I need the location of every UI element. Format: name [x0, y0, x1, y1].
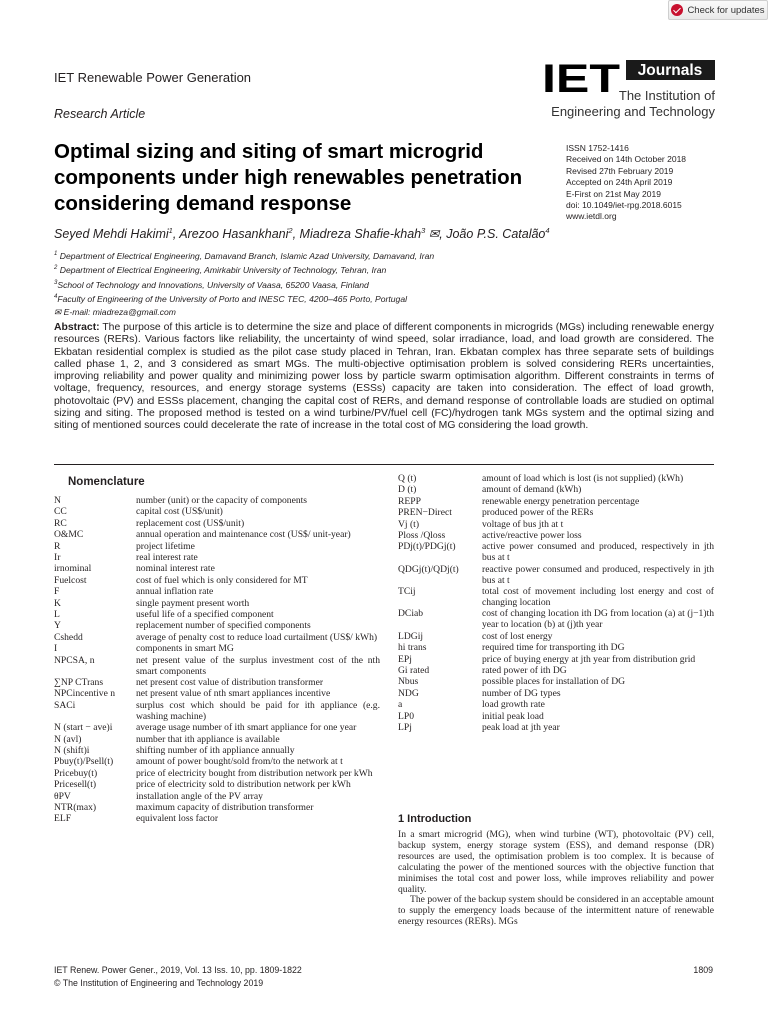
affiliation: $^1$ Department of Electrical Engineering, Damavand Branch, Islamic Azad University, Damavand, Iran: [54, 250, 435, 261]
iet-logo: [542, 58, 717, 122]
nomenclature-symbol: ∑NP CTrans: [54, 677, 104, 688]
nomenclature-row: [54, 621, 380, 632]
nomenclature-row: [54, 542, 380, 553]
nomenclature-row: [54, 780, 380, 791]
nomenclature-row: [398, 565, 714, 587]
nomenclature-definition: equivalent loss factor: [136, 813, 219, 825]
doi[interactable]: doi: 10.1049/iet-rpg.2018.6015: [566, 200, 682, 211]
nomenclature-symbol: K: [54, 597, 61, 609]
nomenclature-definition: renewable energy penetration percentage: [482, 495, 640, 507]
nomenclature-definition: required time for transporting ith DG: [482, 642, 625, 654]
nomenclature-definition: cost of changing location ith DG from location (a) at (j−1)th year to location (b) at (j)th year: [482, 608, 714, 631]
nomenclature-definition: number of DG types: [482, 687, 561, 699]
nomenclature-symbol: N (shift)i: [54, 744, 90, 756]
author-sup: 3: [421, 226, 426, 235]
nomenclature-row: [398, 474, 714, 485]
nomenclature-symbol: I: [54, 643, 58, 655]
nomenclature-definition: net present value of nth smart appliances incentive: [136, 688, 331, 700]
nomenclature-row: [54, 723, 380, 734]
nomenclature-definition: annual operation and maintenance cost (US$/ unit-year): [136, 529, 351, 541]
check-icon: [671, 4, 683, 16]
footer-citation: IET Renew. Power Gener., 2019, Vol. 13 Iss. 10, pp. 1809-1822: [54, 965, 302, 975]
nomenclature-row: [54, 814, 380, 825]
nomenclature-row: [54, 644, 380, 655]
affiliation: $^2$ Department of Electrical Engineering, Amirkabir University of Technology, Tehran, Iran: [54, 265, 387, 276]
nomenclature-definition: average usage number of ith smart appliance for one year: [136, 722, 357, 734]
nomenclature-symbol: Cshedd: [54, 631, 83, 643]
nomenclature-row: [54, 507, 380, 518]
author-sup: 2: [288, 226, 293, 235]
nomenclature-row: [398, 723, 714, 734]
author-sup: 1: [168, 226, 173, 235]
nomenclature-symbol: RC: [54, 517, 67, 529]
nomenclature-definition: components in smart MG: [136, 643, 234, 655]
nomenclature-row: [54, 678, 380, 689]
nomenclature-definition: cost of fuel which is only considered for MT: [136, 574, 308, 586]
nomenclature-definition: price of electricity bought from distribution network per kWh: [136, 767, 373, 779]
abstract: [54, 322, 714, 432]
affiliations: [54, 248, 434, 318]
nomenclature-definition: maximum capacity of distribution transformer: [136, 801, 314, 813]
nomenclature-definition: number that ith appliance is available: [136, 733, 280, 745]
envelope-icon: ✉: [54, 306, 62, 317]
nomenclature-symbol: QDGj(t)/QDj(t): [398, 563, 459, 575]
envelope-icon: ✉: [428, 227, 440, 242]
nomenclature-row: [54, 656, 380, 678]
nomenclature-row: [398, 508, 714, 519]
nomenclature-definition: project lifetime: [136, 540, 195, 552]
nomenclature-symbol: Pbuy(t)/Psell(t): [54, 756, 114, 768]
issn: ISSN 1752-1416: [566, 143, 629, 153]
nomenclature-symbol: Nbus: [398, 676, 419, 688]
nomenclature-symbol: N: [54, 495, 61, 506]
nomenclature-definition: reactive power consumed and produced, respectively in jth bus at t: [482, 563, 714, 586]
nomenclature-row: [54, 803, 380, 814]
nomenclature-definition: shifting number of ith appliance annually: [136, 744, 295, 756]
nomenclature-symbol: Pricebuy(t): [54, 767, 98, 779]
nomenclature-definition: replacement number of specified components: [136, 620, 311, 632]
article-type: Research Article: [54, 107, 146, 121]
journal-name: IET Renewable Power Generation: [54, 70, 252, 85]
nomenclature-symbol: Q (t): [398, 473, 417, 484]
nomenclature-definition: average of penalty cost to reduce load curtailment (US$/ kWh): [136, 631, 378, 643]
abstract-text: The purpose of this article is to determine the size and place of different components in microgrids (MGs) including renewable energy resources (RERs). Various factors like reliability, the uncertainty of wind speed, solar irradiance, load, and load growth are considered. The Ekbatan residential complex is studied as the pilot case study placed in Tehran, Iran. Ekbatan complex has three separate sets of buildings called phase 1, 2, and 3 considered as smart MGs. The multi-objective optimisation problem is solved considering RERs uncertainties, improving reliability and power quality and minimizing power loss by particle swarm optimisation algorithm. Different constraints in terms of voltage, frequency, resources, and energy storage systems (ESSs) capacity are taken into consideration. The effect of load growth, photovoltaic (PV) and ESSs placement, changing the capital cost of RERs, and demand response of controllable loads are studied on optimal sizing and siting. The proposed method is tested on a wind turbine/PV/fuel cell (FC)/hydrogen tank MGs system and the optimal sizing and siting of mentioned sources could decelerate the rate of increase in the total cost of MG considering the load growth.: [54, 322, 714, 431]
logo-line1: The Institution of: [618, 88, 715, 103]
revised-date: Revised 27th February 2019: [566, 165, 674, 176]
nomenclature-symbol: CC: [54, 506, 67, 518]
nomenclature-definition: annual inflation rate: [136, 586, 214, 598]
section-divider: [54, 464, 714, 465]
nomenclature-definition: load growth rate: [482, 699, 545, 711]
nomenclature-definition: total cost of movement including lost energy and cost of changing location: [482, 586, 714, 608]
nomenclature-symbol: Ir: [54, 552, 61, 564]
nomenclature-symbol: L: [54, 609, 60, 621]
nomenclature-row: [54, 746, 380, 757]
nomenclature-row: [54, 735, 380, 746]
nomenclature-symbol: Fuelcost: [54, 574, 87, 586]
nomenclature-definition: real interest rate: [136, 552, 198, 564]
nomenclature-definition: amount of power bought/sold from/to the network at t: [136, 756, 343, 768]
footer-copyright: © The Institution of Engineering and Technology 2019: [54, 978, 264, 988]
nomenclature-row: [54, 610, 380, 621]
author-name: Seyed Mehdi Hakimi: [54, 227, 169, 242]
nomenclature-row: [54, 587, 380, 598]
nomenclature-symbol: Pricesell(t): [54, 779, 97, 791]
author-list: Seyed Mehdi Hakimi$^1$, Arezoo Hasankhani$^2$, Miadreza Shafie-khah$^3$ ✉, João P.S. Catalão$^4$: [54, 226, 550, 242]
nomenclature-row: [54, 633, 380, 644]
affiliation: $^4$Faculty of Engineering of the University of Porto and INESC TEC, 4200–465 Porto, Portugal: [54, 294, 408, 305]
nomenclature-definition: rated power of ith DG: [482, 664, 567, 676]
nomenclature-symbol: R: [54, 540, 61, 552]
abstract-label: Abstract:: [54, 322, 100, 333]
logo-line2: Engineering and Technology: [551, 104, 715, 119]
nomenclature-definition: produced power of the RERs: [482, 507, 594, 519]
email-line: [54, 306, 434, 319]
nomenclature-symbol: a: [398, 699, 403, 711]
nomenclature-definition: possible places for installation of DG: [482, 676, 626, 688]
logo-tag: Journals: [637, 62, 703, 79]
nomenclature-symbol: PDj(t)/PDGj(t): [398, 541, 456, 553]
check-for-updates-label: Check for updates: [687, 4, 765, 16]
nomenclature-definition: amount of load which is lost (is not supplied) (kWh): [482, 473, 684, 484]
paragraph: In a smart microgrid (MG), when wind turbine (WT), photovoltaic (PV) cell, backup system, energy storage system (ESS), and demand response (DR) resources are used, the optimisation problem is too complex. It is because of calculating the power of the mentioned sources with the objective function that minimises the total cost and power loss, while improves reliability and power quality.: [398, 829, 714, 895]
author-name: Miadreza Shafie-khah: [299, 227, 422, 242]
accepted-date: Accepted on 24th April 2019: [566, 177, 673, 188]
nomenclature-title: Nomenclature: [68, 476, 145, 488]
nomenclature-row: [398, 632, 714, 643]
nomenclature-row: [54, 519, 380, 530]
nomenclature-row: [398, 609, 714, 631]
nomenclature-row: [54, 769, 380, 780]
nomenclature-row: [54, 792, 380, 803]
nomenclature-symbol: Gi rated: [398, 664, 430, 676]
nomenclature-definition: surplus cost which should be paid for ith appliance (e.g. washing machine): [136, 699, 380, 722]
nomenclature-definition: number (unit) or the capacity of components: [136, 495, 308, 506]
nomenclature-symbol: NDG: [398, 687, 419, 699]
nomenclature-row: [398, 542, 714, 564]
nomenclature-definition: net present value of the surplus investment cost of the nth smart components: [136, 654, 380, 677]
nomenclature-row: [398, 712, 714, 723]
nomenclature-symbol: Y: [54, 620, 61, 632]
nomenclature-row: [54, 757, 380, 768]
nomenclature-definition: net present cost value of distribution transformer: [136, 677, 324, 688]
check-for-updates-button[interactable]: [668, 0, 768, 20]
nomenclature-row: [398, 520, 714, 531]
nomenclature-left-column: [54, 496, 380, 826]
nomenclature-row: [54, 564, 380, 575]
nomenclature-row: [398, 497, 714, 508]
page-number: 1809: [693, 965, 713, 975]
author-name: Arezoo Hasankhani: [179, 227, 289, 242]
nomenclature-symbol: LDGij: [398, 630, 424, 642]
nomenclature-symbol: D (t): [398, 484, 417, 496]
affiliation: $^3$School of Technology and Innovations, University of Vaasa, 65200 Vaasa, Finland: [54, 279, 369, 290]
nomenclature-symbol: F: [54, 586, 60, 598]
nomenclature-definition: cost of lost energy: [482, 630, 553, 642]
nomenclature-row: [398, 700, 714, 711]
nomenclature-symbol: TCij: [398, 586, 416, 598]
nomenclature-row: [54, 701, 380, 723]
nomenclature-row: [398, 689, 714, 700]
nomenclature-row: [54, 689, 380, 700]
nomenclature-symbol: O&MC: [54, 529, 84, 541]
nomenclature-definition: installation angle of the PV array: [136, 790, 263, 802]
nomenclature-definition: price of buying energy at jth year from distribution grid: [482, 653, 696, 665]
nomenclature-definition: voltage of bus jth at t: [482, 518, 564, 530]
nomenclature-symbol: REPP: [398, 495, 421, 507]
nomenclature-row: [54, 496, 380, 507]
author-name: João P.S. Catalão: [446, 227, 546, 242]
nomenclature-right-column: [398, 474, 714, 734]
nomenclature-row: [398, 677, 714, 688]
website[interactable]: www.ietdl.org: [566, 211, 617, 222]
received-date: Received on 14th October 2018: [566, 154, 687, 165]
nomenclature-definition: active/reactive power loss: [482, 530, 582, 542]
nomenclature-symbol: DCiab: [398, 608, 424, 620]
nomenclature-symbol: irnominal: [54, 563, 92, 575]
nomenclature-definition: nominal interest rate: [136, 563, 215, 575]
nomenclature-symbol: NTR(max): [54, 801, 97, 813]
paragraph: The power of the backup system should be considered in an acceptable amount to supply the emergency loads because of the intermittent nature of renewable energy resources (RERs). MGs: [398, 894, 714, 928]
nomenclature-symbol: EPj: [398, 653, 412, 665]
nomenclature-symbol: θPV: [54, 790, 71, 802]
nomenclature-symbol: LP0: [398, 710, 414, 722]
nomenclature-symbol: N (start − ave)i: [54, 722, 113, 734]
nomenclature-definition: capital cost (US$/unit): [136, 506, 223, 518]
introduction-body: [398, 830, 714, 928]
nomenclature-definition: active power consumed and produced, respectively in jth bus at t: [482, 541, 714, 564]
section-heading-introduction: 1 Introduction: [398, 813, 472, 825]
nomenclature-symbol: Ploss /Qloss: [398, 530, 446, 542]
nomenclature-symbol: N (avl): [54, 733, 82, 745]
nomenclature-definition: initial peak load: [482, 710, 544, 722]
nomenclature-row: [54, 599, 380, 610]
nomenclature-definition: amount of demand (kWh): [482, 484, 582, 496]
nomenclature-row: [54, 530, 380, 541]
nomenclature-symbol: LPj: [398, 721, 412, 733]
nomenclature-row: [54, 553, 380, 564]
article-title: Optimal sizing and siting of smart microgrid components under high renewables penetration considering demand response: [54, 140, 523, 215]
nomenclature-definition: price of electricity sold to distribution network per kWh: [136, 779, 351, 791]
article-meta: [566, 143, 686, 223]
nomenclature-definition: peak load at jth year: [482, 721, 560, 733]
nomenclature-symbol: NPCSA, n: [54, 654, 95, 666]
nomenclature-row: [398, 531, 714, 542]
nomenclature-definition: useful life of a specified component: [136, 609, 274, 621]
nomenclature-symbol: Vj (t): [398, 518, 420, 530]
nomenclature-row: [398, 587, 714, 609]
logo-mark: IET: [542, 58, 620, 101]
nomenclature-symbol: PREN−Direct: [398, 507, 452, 519]
nomenclature-symbol: SACi: [54, 699, 76, 711]
nomenclature-row: [398, 655, 714, 666]
nomenclature-definition: single payment present worth: [136, 597, 250, 609]
author-sup: 4: [545, 226, 550, 235]
nomenclature-row: [54, 576, 380, 587]
nomenclature-symbol: hi trans: [398, 642, 427, 654]
email-address[interactable]: E-mail: miadreza@gmail.com: [63, 306, 176, 317]
efirst-date: E-First on 21st May 2019: [566, 188, 661, 199]
nomenclature-symbol: NPCincentive n: [54, 688, 116, 700]
nomenclature-row: [398, 643, 714, 654]
nomenclature-row: [398, 485, 714, 496]
nomenclature-symbol: ELF: [54, 813, 72, 825]
nomenclature-definition: replacement cost (US$/unit): [136, 517, 245, 529]
nomenclature-row: [398, 666, 714, 677]
